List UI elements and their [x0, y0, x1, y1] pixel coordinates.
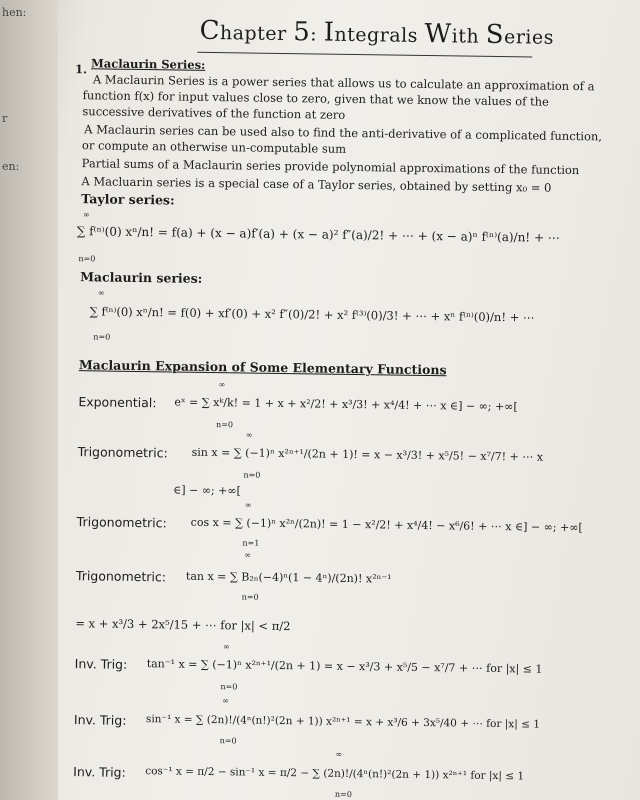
page-content: Chapter 5: Integrals With Series 1. Maclaurin Series: A Maclaurin Series is a power series that allows us to calculate an approximation of a function f(x) for input values close to zero, given that we know the values of the successive derivatives of the function at zero A Maclaurin series can be used also to find the anti-derivative of a complicated function, or compute an otherwise un-computable sum Partial sums of a Maclaurin series provide polynomial approximations of the function A Macluarin series is a special case of a Taylor series, obtained by setting x₀ = 0 Taylor series: ∞ n=0 ∑ f⁽ⁿ⁾(0) xⁿ/n! = f(a) + (x − a)f′(a) + (x − a)² f″(a)/2! + ⋯ + (x − a)ⁿ f⁽ⁿ⁾(a)/n! + ⋯ Maclaurin series: ∞ n=0 ∑ f⁽ⁿ⁾(0) xⁿ/n! = f(0) + xf′(0) + x² f″(0)/2! + x² f⁽³⁾(0)/3! + ⋯ + xⁿ f⁽ⁿ⁾(0)/n! + ⋯ Maclaurin Expansion of Some Elementary Functions ∞ n=0 Exponential: eˣ = ∑ xᵏ/k! = 1 + x + x²/2! + x³/3! + x⁴/4! + ⋯ x ∈] − ∞; +∞[ ∞ n=0 Trigonometric: sin x = ∑ (−1)ⁿ x²ⁿ⁺¹/(2n + 1)! = x − x³/3! + x⁵/5! − x⁷/7! + ⋯ x ∈] − ∞; +∞[ ∞ n=1 Trigonometric: cos x = ∑ (−1)ⁿ x²ⁿ/(2n)! = 1 − x²/2! + x⁴/4! − x⁶/6! + ⋯ x ∈] − ∞; +∞[ ∞ n=0 Trigonometric: tan x = ∑ B₂ₙ(−4)ⁿ(1 − 4ⁿ)/(2n)! x²ⁿ⁻¹ = x + x³/3 + 2x⁵/15 + ⋯ for |x| < π/2 ∞ n=0 Inv. Trig: tan⁻¹ x = ∑ (−1)ⁿ x²ⁿ⁺¹/(2n + 1) = x − x³/3 + x⁵/5 − x⁷/7 + ⋯ for |x| ≤ 1 ∞ n=0 Inv. Trig: sin⁻¹ x = ∑ (2n)!/(4ⁿ(n!)²(2n + 1)) x²ⁿ⁺¹ = x + x³/6 + 3x⁵/40 + ⋯ for |x| ≤ 1 ∞ n=0 Inv. Trig: cos⁻¹ x = π/2 − sin⁻¹ x = π/2 − ∑ (2n)!/(4ⁿ(n!)²(2n + 1)) x²ⁿ⁺¹ for |x| ≤ 1 [73, 15, 603, 800]
paragraph-line: A Macluarin series is a special case of a Taylor series, obtained by setting x₀ = 0 [81, 174, 552, 195]
margin-fragment: hen: [2, 6, 27, 19]
paragraph-line: A Maclaurin Series is a power series that allows us to calculate an approximation of a [92, 72, 595, 94]
taylor-heading: Taylor series: [81, 191, 175, 208]
expansions-heading: Maclaurin Expansion of Some Elementary Functions [78, 357, 447, 378]
paragraph-line: function f(x) for input values close to zero, given that we know the values of the [82, 88, 549, 109]
maclaurin-heading: Maclaurin series: [80, 269, 203, 286]
section-number: 1. [74, 62, 88, 77]
previous-page-edge [0, 0, 58, 800]
margin-fragment: en: [2, 160, 20, 173]
paragraph-line: or compute an otherwise un-computable sum [81, 138, 347, 156]
chapter-title: Chapter 5: Integrals With Series [199, 15, 555, 51]
chapter-title-underline [197, 52, 532, 58]
paragraph-line: A Maclaurin series can be used also to find the anti-derivative of a complicated function, [84, 122, 603, 144]
margin-fragment: r [2, 112, 8, 125]
paragraph-line: Partial sums of a Maclaurin series provide polynomial approximations of the function [81, 156, 580, 178]
paragraph-line: successive derivatives of the function at zero [82, 104, 346, 122]
section-title: Maclaurin Series: [91, 56, 206, 72]
